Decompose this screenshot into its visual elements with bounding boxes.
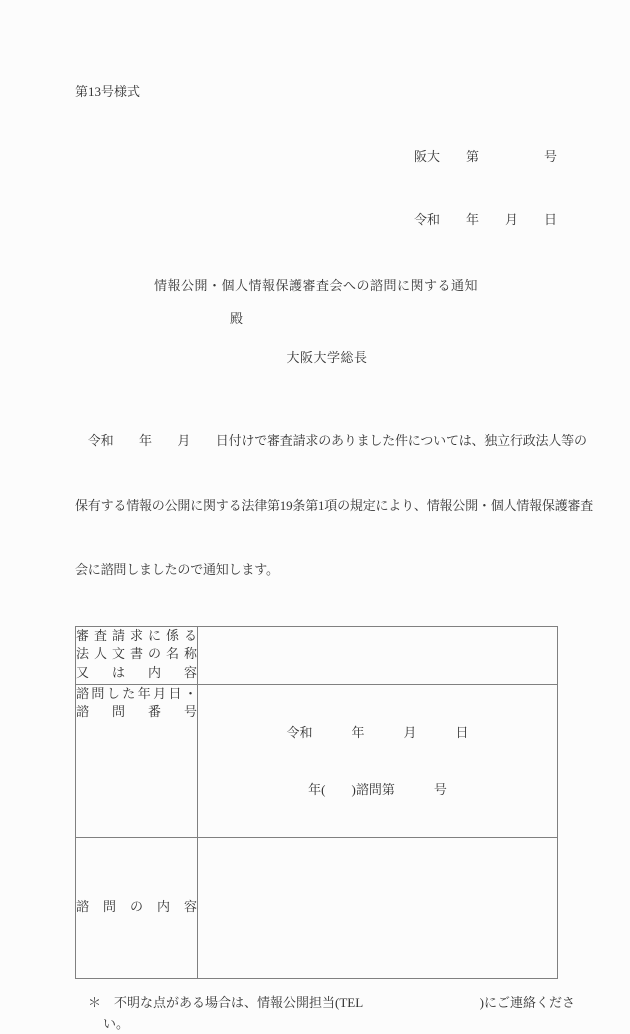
form-table [75, 626, 558, 979]
field-referral-date-number-value [198, 684, 558, 837]
body-paragraph [75, 387, 594, 624]
row-label-referral-date-number [76, 684, 198, 837]
table-row [76, 684, 558, 837]
table-row [76, 626, 558, 684]
value-line: 令和 年 月 日 [286, 724, 469, 740]
footer-note-line: い。 [103, 1015, 130, 1031]
footer-note-line: ＊ 不明な点がある場合は、情報公開担当(TEL )にご連絡くださ [88, 994, 575, 1010]
body-line: 令和 年 月 日付けで審査請求のありました件については、独立行政法人等の [75, 433, 587, 448]
document-title: 情報公開・個人情報保護審査会への諮問に関する通知 [153, 278, 478, 293]
label-line: 法人文書の名称 [76, 646, 197, 661]
label-line: 又は内容 [76, 664, 197, 680]
addressee-line: 殿 [230, 311, 244, 326]
label-line: 諮問の内容 [76, 899, 197, 915]
field-document-name-value [198, 626, 558, 684]
doc-number-date-block [75, 104, 557, 272]
label-line: 諮問番号 [76, 704, 197, 719]
doc-number-line: 阪大 第 号 [413, 149, 557, 164]
date-line: 令和 年 月 日 [413, 212, 557, 227]
form-number-label: 第13号様式 [75, 84, 141, 99]
table-row [76, 837, 558, 978]
footer-note [75, 992, 575, 1034]
field-referral-content-value [198, 837, 558, 978]
body-line: 保有する情報の公開に関する法律第19条第1項の規定により、情報公開・個人情報保護審査 [75, 497, 594, 513]
value-lines [198, 685, 557, 837]
label-line: 審査請求に係る [76, 627, 197, 643]
row-label-document-name [76, 626, 198, 684]
row-label-referral-content [76, 837, 198, 978]
value-line: 年( )諮問第 号 [308, 781, 447, 797]
label-line: 諮問した年月日・ [76, 685, 197, 701]
body-line: 会に諮問しましたので通知します。 [75, 562, 279, 577]
sender-name: 大阪大学総長 [286, 350, 368, 365]
